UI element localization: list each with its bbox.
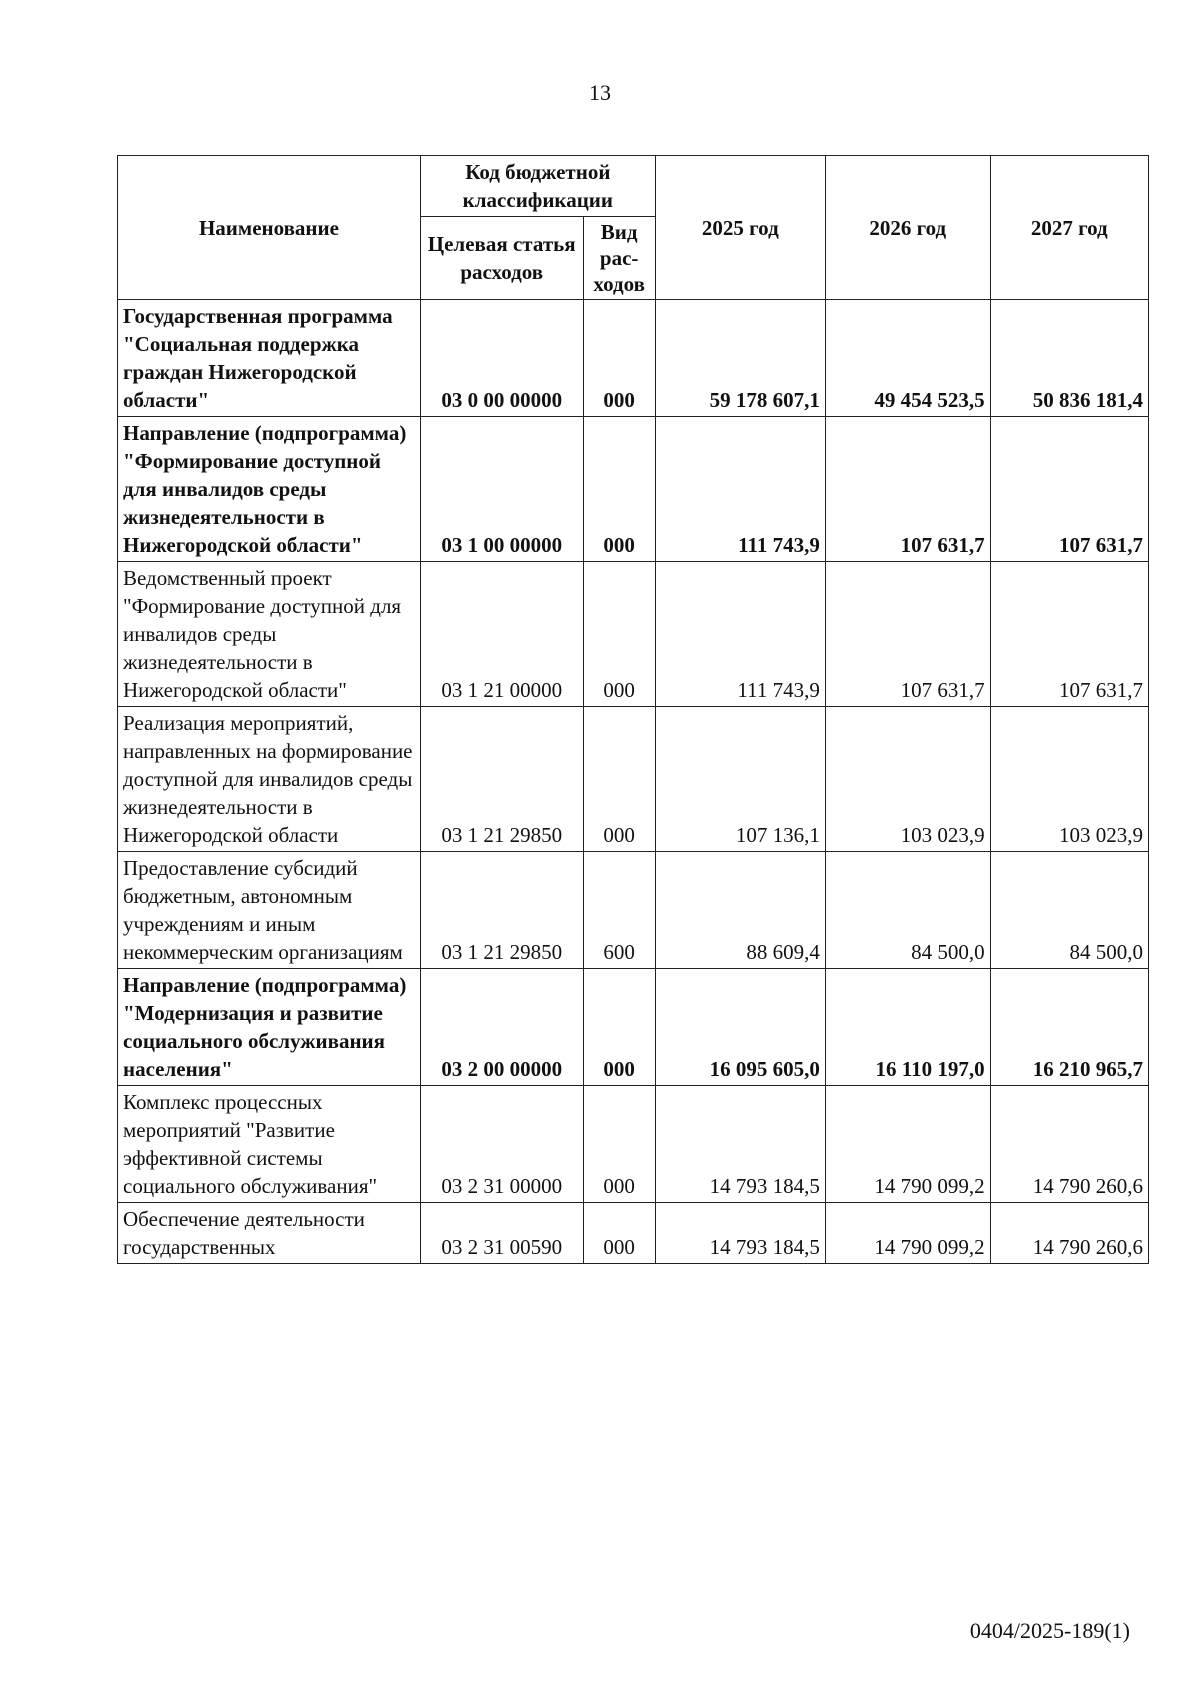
header-year-2026: 2026 год xyxy=(825,156,990,300)
table-row xyxy=(118,1086,1149,1203)
table-row xyxy=(118,300,1149,417)
row-expense-type: 000 xyxy=(583,417,655,562)
row-target-article: 03 1 00 00000 xyxy=(420,417,583,562)
row-value-2025: 88 609,4 xyxy=(655,852,825,969)
header-year-2027: 2027 год xyxy=(990,156,1148,300)
row-value-2026: 103 023,9 xyxy=(825,707,990,852)
row-value-2025: 107 136,1 xyxy=(655,707,825,852)
table-row xyxy=(118,707,1149,852)
row-target-article: 03 1 21 29850 xyxy=(420,852,583,969)
row-value-2025: 14 793 184,5 xyxy=(655,1086,825,1203)
row-value-2026: 16 110 197,0 xyxy=(825,969,990,1086)
table-row xyxy=(118,852,1149,969)
row-expense-type: 000 xyxy=(583,1203,655,1264)
row-expense-type: 000 xyxy=(583,562,655,707)
row-name: Предоставление субсидий бюджетным, автономным учреждениям и иным некоммерческим организациям xyxy=(118,852,421,969)
row-expense-type: 000 xyxy=(583,1086,655,1203)
row-expense-type: 000 xyxy=(583,300,655,417)
row-name: Реализация мероприятий, направленных на формирование доступной для инвалидов среды жизнедеятельности в Нижегородской области xyxy=(118,707,421,852)
row-value-2027: 107 631,7 xyxy=(990,562,1148,707)
row-name: Ведомственный проект "Формирование доступной для инвалидов среды жизнедеятельности в Нижегородской области" xyxy=(118,562,421,707)
header-expense-type: Вид рас-ходов xyxy=(583,217,655,300)
header-target-article: Целевая статья расходов xyxy=(420,217,583,300)
header-row-1 xyxy=(118,156,1149,217)
table-row xyxy=(118,1203,1149,1264)
row-value-2025: 111 743,9 xyxy=(655,562,825,707)
table-row xyxy=(118,562,1149,707)
header-kbk: Код бюджетной классификации xyxy=(420,156,655,217)
row-value-2027: 84 500,0 xyxy=(990,852,1148,969)
row-value-2027: 14 790 260,6 xyxy=(990,1086,1148,1203)
row-value-2026: 14 790 099,2 xyxy=(825,1203,990,1264)
row-value-2026: 107 631,7 xyxy=(825,417,990,562)
row-target-article: 03 2 31 00000 xyxy=(420,1086,583,1203)
header-year-2025: 2025 год xyxy=(655,156,825,300)
row-value-2027: 103 023,9 xyxy=(990,707,1148,852)
row-value-2027: 16 210 965,7 xyxy=(990,969,1148,1086)
document-code: 0404/2025-189(1) xyxy=(969,1618,1130,1643)
row-value-2025: 59 178 607,1 xyxy=(655,300,825,417)
row-name: Комплекс процессных мероприятий "Развитие эффективной системы социального обслуживания" xyxy=(118,1086,421,1203)
row-value-2025: 111 743,9 xyxy=(655,417,825,562)
row-value-2027: 14 790 260,6 xyxy=(990,1203,1148,1264)
table-row xyxy=(118,417,1149,562)
row-target-article: 03 0 00 00000 xyxy=(420,300,583,417)
row-value-2026: 14 790 099,2 xyxy=(825,1086,990,1203)
row-value-2025: 16 095 605,0 xyxy=(655,969,825,1086)
row-name: Обеспечение деятельности государственных xyxy=(118,1203,421,1264)
row-name: Направление (подпрограмма) "Модернизация и развитие социального обслуживания населения" xyxy=(118,969,421,1086)
row-value-2026: 107 631,7 xyxy=(825,562,990,707)
row-expense-type: 000 xyxy=(583,969,655,1086)
header-name: Наименование xyxy=(118,156,421,300)
row-value-2027: 50 836 181,4 xyxy=(990,300,1148,417)
table-row xyxy=(118,969,1149,1086)
budget-table xyxy=(117,155,1149,1264)
row-target-article: 03 1 21 29850 xyxy=(420,707,583,852)
row-value-2025: 14 793 184,5 xyxy=(655,1203,825,1264)
row-value-2026: 84 500,0 xyxy=(825,852,990,969)
row-name: Государственная программа "Социальная поддержка граждан Нижегородской области" xyxy=(118,300,421,417)
row-value-2027: 107 631,7 xyxy=(990,417,1148,562)
row-expense-type: 600 xyxy=(583,852,655,969)
page-number: 13 xyxy=(589,80,611,105)
row-target-article: 03 2 00 00000 xyxy=(420,969,583,1086)
row-target-article: 03 2 31 00590 xyxy=(420,1203,583,1264)
row-name: Направление (подпрограмма) "Формирование доступной для инвалидов среды жизнедеятельности в Нижегородской области" xyxy=(118,417,421,562)
row-expense-type: 000 xyxy=(583,707,655,852)
row-target-article: 03 1 21 00000 xyxy=(420,562,583,707)
row-value-2026: 49 454 523,5 xyxy=(825,300,990,417)
